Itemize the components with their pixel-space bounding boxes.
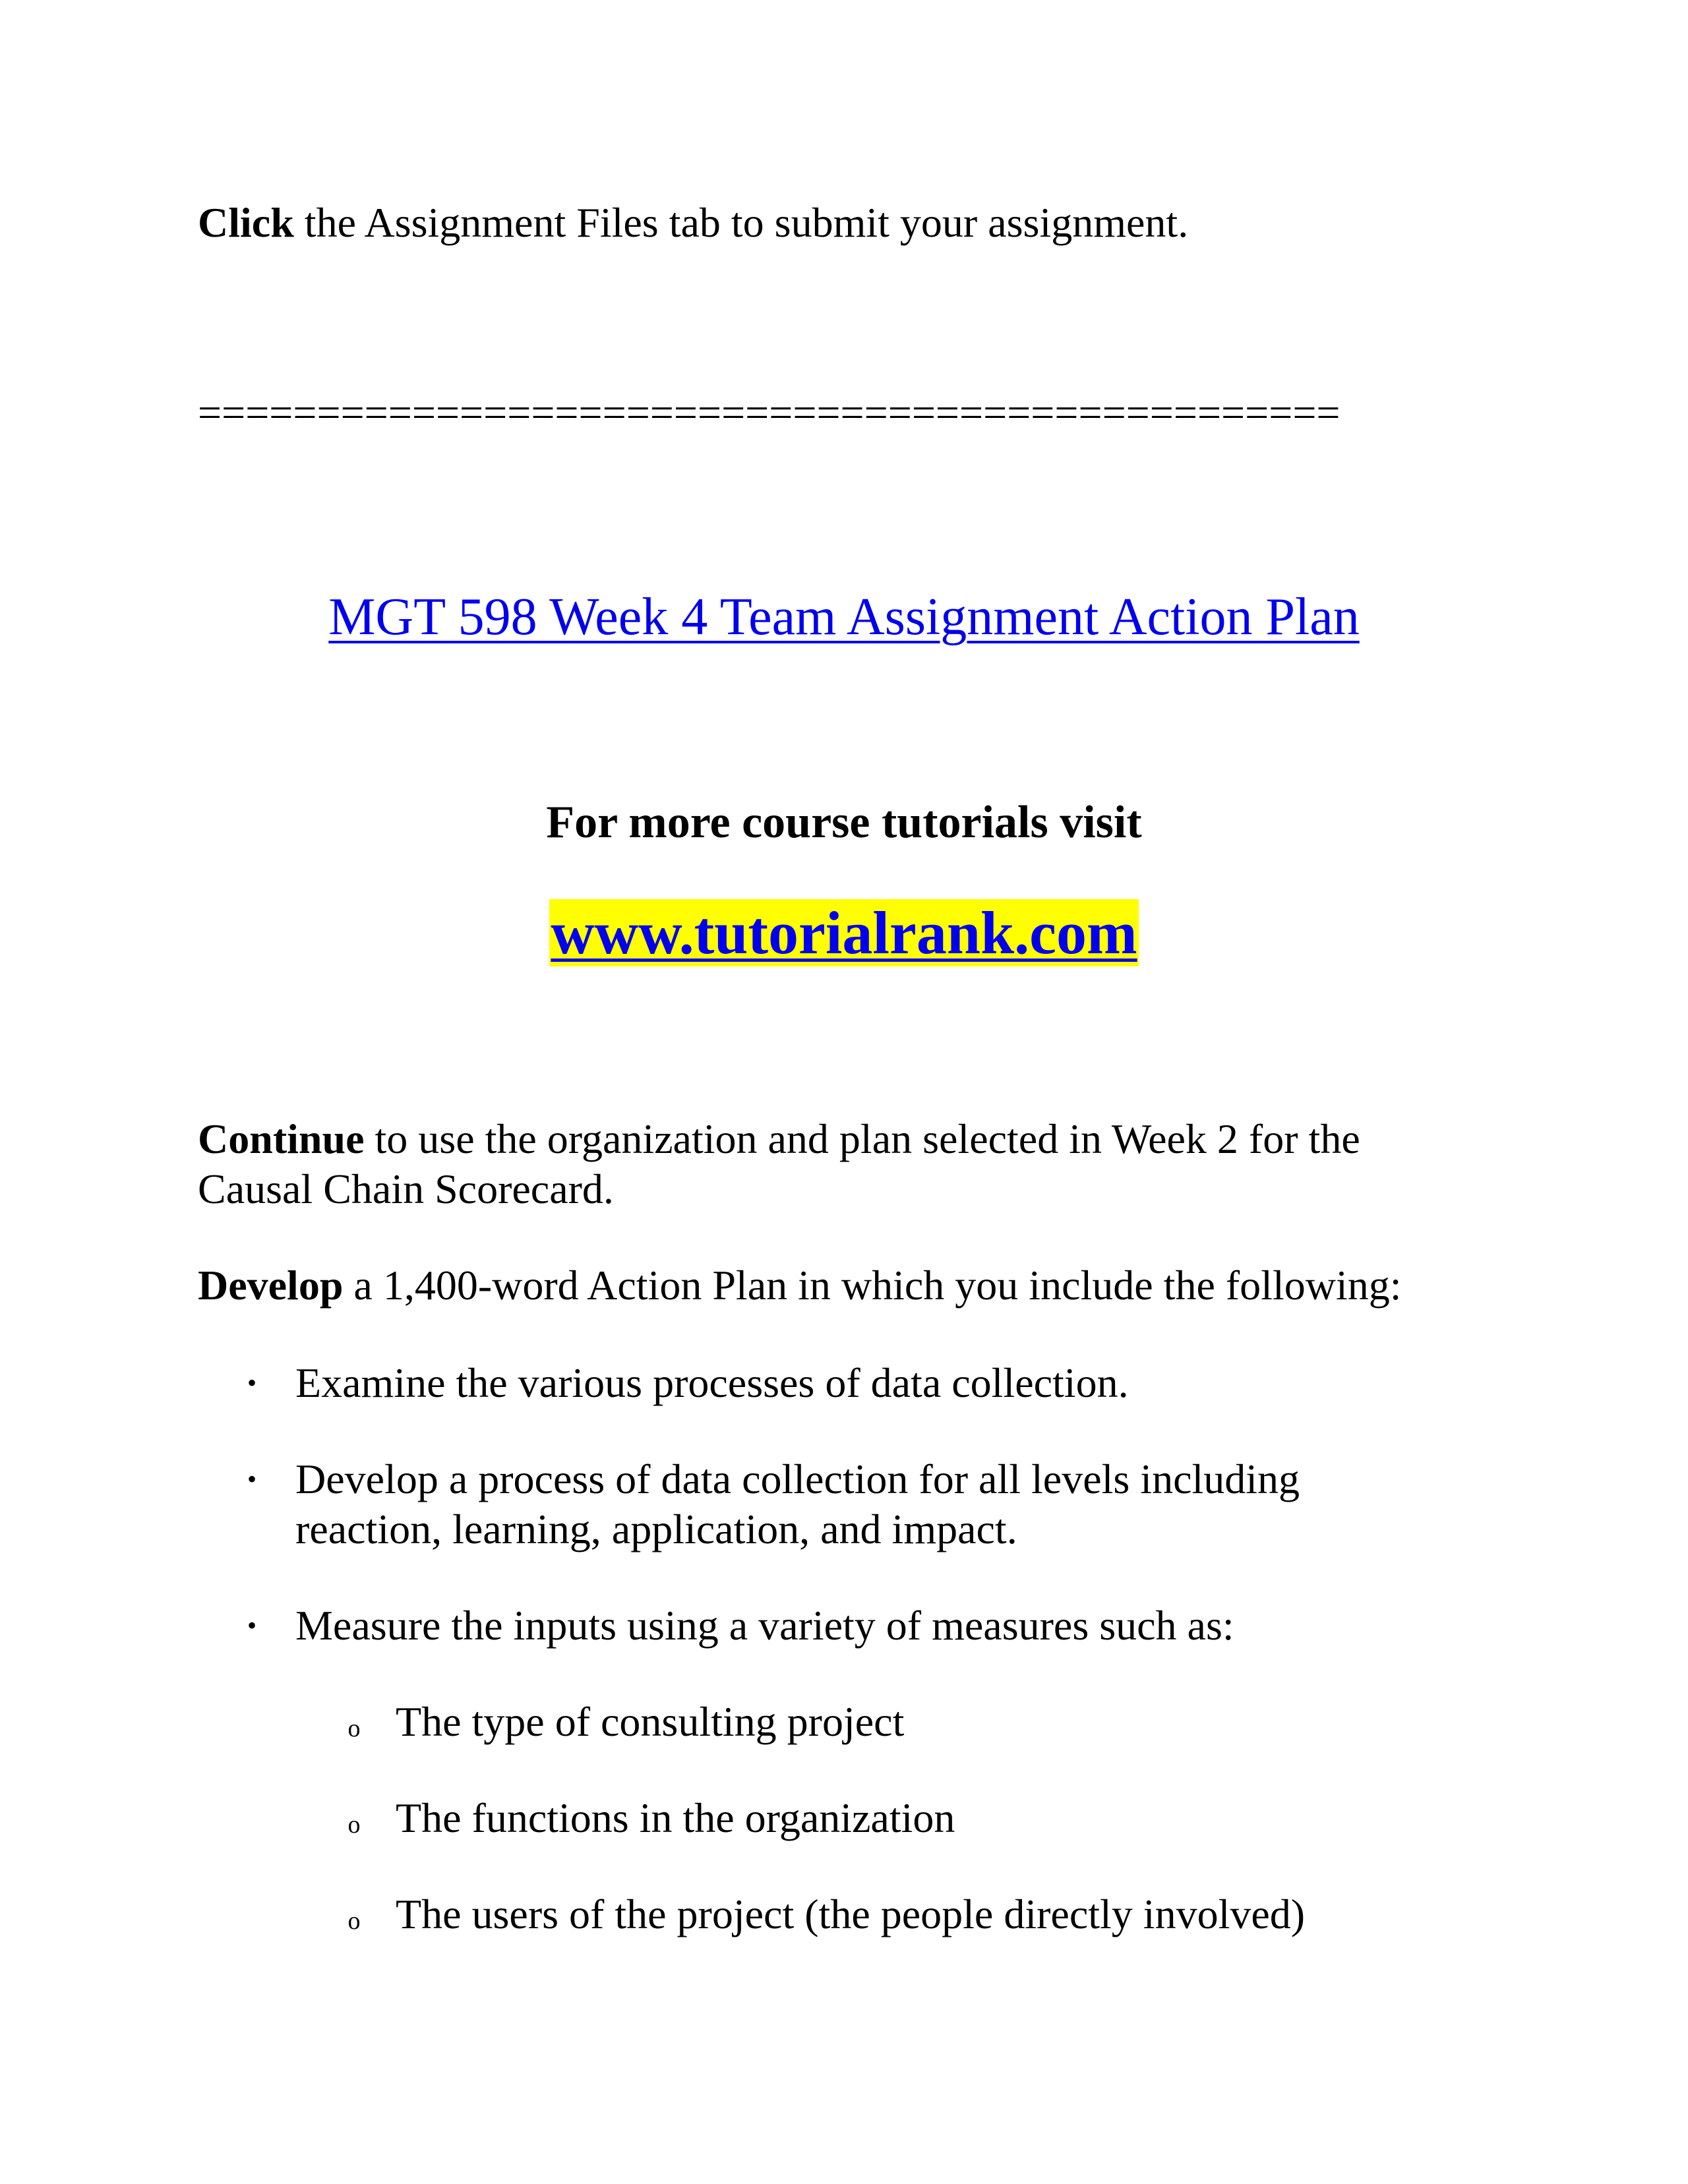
bullet-icon: • [247,1464,256,1494]
continue-paragraph-line-1 [198,1114,1360,1164]
develop-paragraph [198,1260,1402,1311]
intro-paragraph [198,198,1188,248]
circle-bullet-icon: o [347,1715,361,1742]
list-item-text: Examine the various processes of data collection. [295,1359,1129,1406]
sub-list-item-text: The functions in the organization [396,1794,955,1841]
intro-text: the Assignment Files tab to submit your assignment. [293,199,1189,246]
bullet-icon: • [247,1368,256,1398]
list-item-text: Measure the inputs using a variety of measures such as: [295,1602,1234,1649]
list-item-text: Develop a process of data collection for all levels including [295,1456,1300,1502]
sub-list-item-text: The users of the project (the people directly involved) [396,1891,1306,1937]
circle-bullet-icon: o [347,1907,361,1935]
continue-paragraph-line-2: Causal Chain Scorecard. [198,1166,614,1212]
continue-text: to use the organization and plan selected in Week 2 for the [364,1115,1360,1162]
circle-bullet-icon: o [347,1811,361,1839]
assignment-title [0,585,1688,649]
list-item-text: reaction, learning, application, and impact. [295,1506,1017,1552]
tutorial-site [0,897,1688,969]
intro-lead: Click [198,199,294,246]
continue-lead: Continue [198,1115,365,1162]
sub-list-item-text: The type of consulting project [396,1698,905,1745]
separator-line: ================================================ [198,389,1341,436]
bullet-icon: • [247,1610,256,1640]
tutorial-site-link[interactable]: www.tutorialrank.com [551,899,1137,966]
develop-lead: Develop [198,1262,344,1309]
tutorials-heading: For more course tutorials visit [546,797,1142,848]
develop-text: a 1,400-word Action Plan in which you include the following: [343,1262,1402,1309]
assignment-title-link[interactable]: MGT 598 Week 4 Team Assignment Action Plan [328,588,1360,646]
